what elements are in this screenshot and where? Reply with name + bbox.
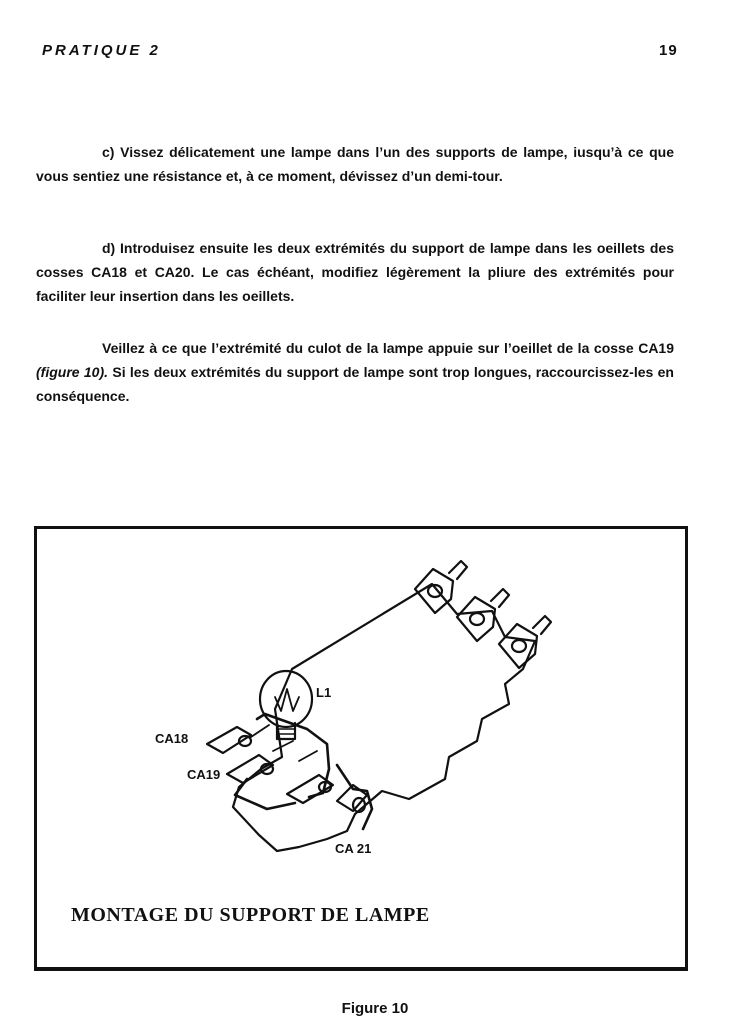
lamp-support-drawing <box>37 529 685 967</box>
terminal-tab-1 <box>415 561 467 613</box>
figure-title: MONTAGE DU SUPPORT DE LAMPE <box>71 904 430 926</box>
paragraph-c <box>36 140 674 188</box>
label-ca21: CA 21 <box>335 841 372 856</box>
terminal-tab-3 <box>499 616 551 668</box>
figure-caption: Figure 10 <box>341 1000 409 1017</box>
paragraph-note-end: Si les deux extrémités du support de lampe sont trop longues, raccourcissez-les en conséquence. <box>36 364 674 404</box>
paragraph-note-start: Veillez à ce que l’extrémité du culot de la lampe appuie sur l’oeillet de la cosse CA19 <box>102 340 674 356</box>
paragraph-d-text: d) Introduisez ensuite les deux extrémités du support de lampe dans les oeillets des cosses CA18 et CA20. Le cas échéant, modifiez légèrement la pliure des extrémités pour faciliter leur insertion dans les oeillets. <box>36 240 674 304</box>
terminal-ca20 <box>287 775 333 803</box>
label-ca19: CA19 <box>187 767 221 782</box>
label-lamp-l1: L1 <box>316 685 332 700</box>
paragraph-c-text: c) Vissez délicatement une lampe dans l’un des supports de lampe, iusqu’à ce que vous sentiez une résistance et, à ce moment, dévissez d’un demi-tour. <box>36 144 674 184</box>
figure-frame <box>34 526 688 971</box>
terminal-ca19 <box>227 755 273 783</box>
page-header-section: PRATIQUE 2 <box>42 42 161 59</box>
figure-reference: (figure 10). <box>36 364 109 380</box>
page-number: 19 <box>659 42 678 59</box>
label-ca18: CA18 <box>155 731 189 746</box>
terminal-ca18 <box>207 727 251 753</box>
paragraph-note <box>36 336 674 408</box>
paragraph-d <box>36 236 674 308</box>
terminal-tab-2 <box>457 589 509 641</box>
lamp-support-wire <box>235 714 372 829</box>
